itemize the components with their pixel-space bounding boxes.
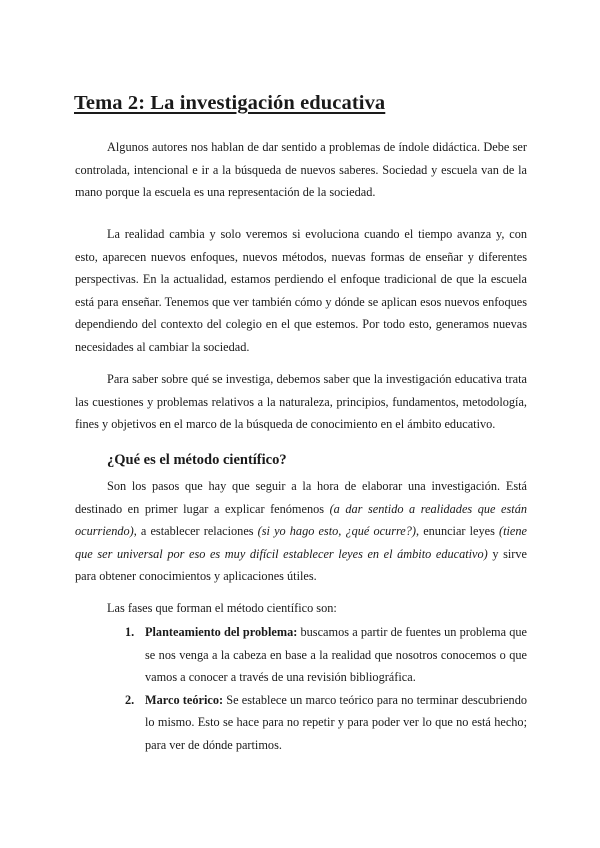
list-item-text: Se establece un marco teórico para no terminar descubriendo lo mismo. Esto se hace para no repetir y para poder ver lo que no está hecho; para ver de dónde partimos.	[145, 692, 527, 752]
phases-intro: Las fases que forman el método científico son:	[107, 601, 337, 615]
phases-list	[125, 621, 527, 756]
paragraph-scientific-method	[75, 475, 527, 588]
list-item	[125, 689, 527, 757]
paragraph-research-topics: Para saber sobre qué se investiga, debemos saber que la investigación educativa trata las cuestiones y problemas relativos a la naturaleza, principios, fundamentos, metodología, fines y objetivos en el marco de la búsqueda de conocimiento en el ámbito educativo.	[75, 372, 527, 431]
method-text-3: , enunciar leyes	[416, 524, 499, 538]
method-aside-1: (a dar sentido a realidades que están ocurriendo)	[75, 501, 527, 538]
method-text-2: , a establecer relaciones	[133, 524, 258, 538]
section-heading: ¿Qué es el método científico?	[107, 452, 287, 468]
method-aside-3: (tiene que ser universal por eso es muy difícil establecer leyes en el ámbito educativo)	[75, 524, 527, 561]
method-text-4: y sirve para obtener conocimientos y aplicaciones útiles.	[75, 546, 527, 583]
list-item-term: Planteamiento del problema:	[145, 625, 298, 639]
list-item	[125, 621, 527, 689]
list-item-number: 1.	[125, 625, 135, 639]
paragraph-intro: Algunos autores nos hablan de dar sentido a problemas de índole didáctica. Debe ser controlada, intencional e ir a la búsqueda de nuevos saberes. Sociedad y escuela van de la mano porque la escuela es una representación de la sociedad.	[75, 140, 527, 199]
method-aside-2: (si yo hago esto, ¿qué ocurre?)	[257, 524, 417, 538]
paragraph-reality: La realidad cambia y solo veremos si evoluciona cuando el tiempo avanza y, con esto, aparecen nuevos enfoques, nuevos métodos, nuevas formas de enseñar y diferentes perspectivas. En la actualidad, estamos perdiendo el enfoque tradicional de que la escuela está para enseñar. Tenemos que ver también cómo y dónde se aplican esos nuevos enfoques dependiendo del contexto del colegio en el que estemos. Por todo esto, generamos nuevas necesidades al cambiar la sociedad.	[75, 227, 527, 354]
method-text-1: Son los pasos que hay que seguir a la hora de elaborar una investigación. Está destinado en primer lugar a explicar fenómenos	[75, 479, 527, 516]
list-item-number: 2.	[125, 692, 135, 707]
list-item-term: Marco teórico:	[145, 692, 224, 707]
list-item-text: buscamos a partir de fuentes un problema que se nos venga a la cabeza en base a la realidad que nosotros conocemos o que vamos a conocer a través de una revisión bibliográfica.	[145, 625, 527, 684]
page-title: Tema 2: La investigación educativa	[74, 92, 386, 114]
